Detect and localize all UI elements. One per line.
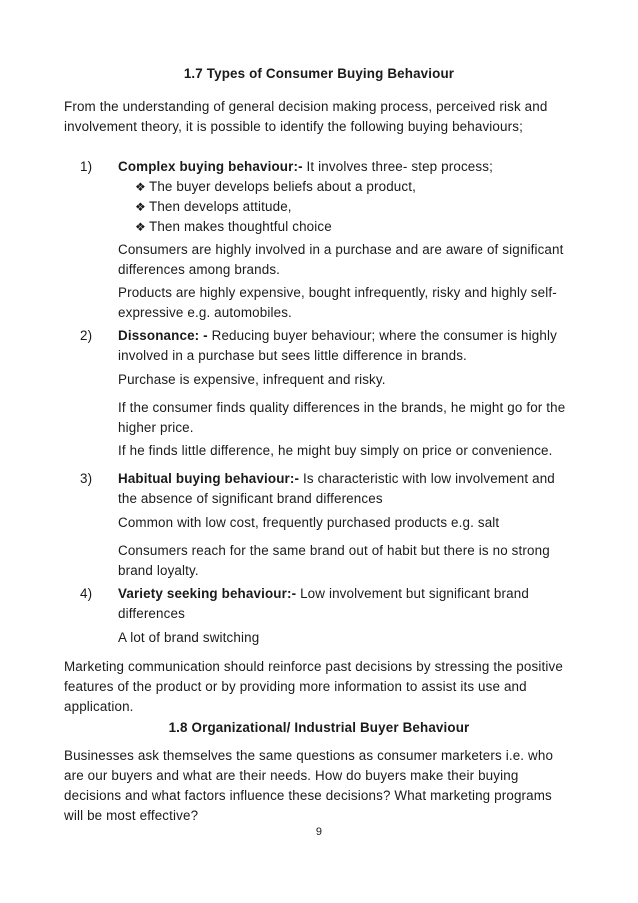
list-item-variety-seeking [118, 584, 568, 624]
bullet-item: ❖ The buyer develops beliefs about a product, [135, 177, 555, 197]
list-item-complex-buying [118, 157, 568, 177]
list-item-dissonance [118, 326, 568, 366]
list-number: 4) [80, 586, 93, 601]
item-paragraph: Products are highly expensive, bought infrequently, risky and highly self-expressive e.g. automobiles. [118, 285, 557, 320]
item-paragraph: If he finds little difference, he might buy simply on price or convenience. [118, 443, 553, 458]
list-number: 3) [80, 471, 93, 486]
page-number: 9 [315, 826, 323, 838]
item-paragraph: A lot of brand switching [118, 630, 260, 645]
section-heading-1-8: 1.8 Organizational/ Industrial Buyer Behaviour [168, 720, 470, 735]
item-paragraph: If the consumer finds quality differences in the brands, he might go for the higher price. [118, 400, 566, 435]
item-paragraph: Consumers are highly involved in a purchase and are aware of significant differences among brands. [118, 242, 564, 277]
section-1-8-paragraph: Businesses ask themselves the same questions as consumer marketers i.e. who are our buyers and what are their needs. How do buyers make their buying decisions and what factors influence these decisions? What marketing programs will be most effective? [64, 748, 554, 823]
diamond-bullet-icon: ❖ [135, 180, 146, 194]
list-item-title: Complex buying behaviour:- [118, 159, 303, 174]
item-paragraph: Common with low cost, frequently purchased products e.g. salt [118, 515, 500, 530]
diamond-bullet-icon: ❖ [135, 220, 146, 234]
closing-paragraph: Marketing communication should reinforce past decisions by stressing the positive features of the product or by providing more information to assist its use and application. [64, 659, 563, 714]
section-heading-1-7: 1.7 Types of Consumer Buying Behaviour [183, 66, 455, 81]
list-number: 2) [80, 328, 93, 343]
list-item-title: Variety seeking behaviour:- [118, 586, 297, 601]
list-item-habitual-buying [118, 469, 568, 509]
item-paragraph: Purchase is expensive, infrequent and risky. [118, 372, 386, 387]
list-item-text: Low involvement but significant brand differences [118, 586, 529, 621]
list-item-title: Dissonance: - [118, 328, 208, 343]
list-item-text: Reducing buyer behaviour; where the consumer is highly involved in a purchase but sees little difference in brands. [118, 328, 557, 363]
bullet-item: ❖ Then develops attitude, [135, 197, 555, 217]
bullet-item: ❖ Then makes thoughtful choice [135, 217, 555, 237]
list-item-text: It involves three- step process; [302, 159, 493, 174]
list-item-title: Habitual buying behaviour:- [118, 471, 300, 486]
intro-paragraph: From the understanding of general decision making process, perceived risk and involvement theory, it is possible to identify the following buying behaviours; [64, 99, 548, 134]
list-item-text: Is characteristic with low involvement and the absence of significant brand differences [118, 471, 555, 506]
list-number: 1) [80, 159, 93, 174]
diamond-bullet-icon: ❖ [135, 200, 146, 214]
item-paragraph: Consumers reach for the same brand out of habit but there is no strong brand loyalty. [118, 543, 550, 578]
